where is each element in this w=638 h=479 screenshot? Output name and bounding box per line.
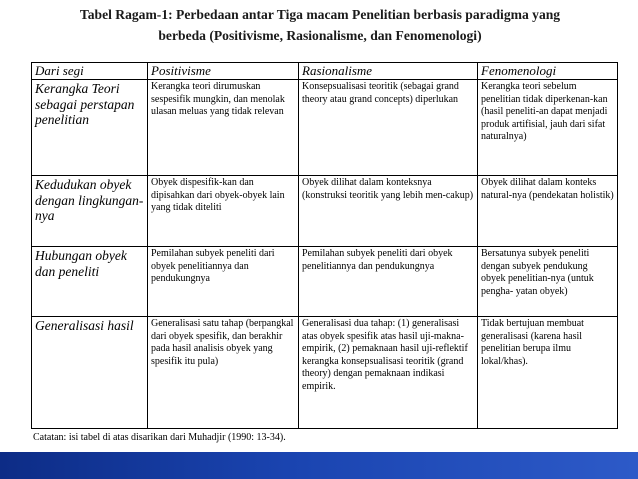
- title-line-2: berbeda (Positivisme, Rasionalisme, dan Fenomenologi): [158, 28, 482, 43]
- table-header-row: [32, 63, 618, 80]
- cell-fenomenologi: Bersatunya subyek peneliti dengan subyek pendukung obyek penelitian-nya (untuk pengha- yatan obyek): [478, 247, 618, 317]
- table-row: [32, 176, 618, 247]
- table-row: [32, 80, 618, 176]
- cell-fenomenologi: Kerangka teori sebelum penelitian tidak diperkenan-kan (hasil peneliti-an dapat menjadi produk artifisial, jauh dari sifat naturalnya): [478, 80, 618, 176]
- cell-positivisme: Kerangka teori dirumuskan sespesifik mungkin, dan menolak ulasan meluas yang tidak relevan: [148, 80, 299, 176]
- row-label: Hubungan obyek dan peneliti: [32, 247, 148, 317]
- table-note: Catatan: isi tabel di atas disarikan dari Muhadjir (1990: 13-34).: [33, 432, 286, 443]
- cell-positivisme: Pemilahan subyek peneliti dari obyek penelitiannya dan pendukungnya: [148, 247, 299, 317]
- row-label: Generalisasi hasil: [32, 317, 148, 429]
- header-dari-segi: Dari segi: [32, 63, 148, 80]
- header-fenomenologi: Fenomenologi: [478, 63, 618, 80]
- table-row: [32, 247, 618, 317]
- row-label: Kedudukan obyek dengan lingkungan-nya: [32, 176, 148, 247]
- table-row: [32, 317, 618, 429]
- cell-rasionalisme: Obyek dilihat dalam konteksnya (konstruksi teoritik yang lebih men-cakup): [299, 176, 478, 247]
- cell-positivisme: Generalisasi satu tahap (berpangkal dari obyek spesifik, dan berakhir pada hasil analisis obyek yang spesifik itu pula): [148, 317, 299, 429]
- footer-bar: [0, 452, 638, 479]
- cell-rasionalisme: Generalisasi dua tahap: (1) generalisasi atas obyek spesifik atas hasil uji-makna-empirik, (2) pemaknaan hasil uji-reflektif kerangka konsepsualisasi teoritik (grand theory) dengan pemaknaan indikasi empirik.: [299, 317, 478, 429]
- comparison-table: [31, 62, 618, 429]
- header-rasionalisme: Rasionalisme: [299, 63, 478, 80]
- row-label: Kerangka Teori sebagai perstapan penelitian: [32, 80, 148, 176]
- cell-fenomenologi: Tidak bertujuan membuat generalisasi (karena hasil penelitian berupa ilmu lokal/khas).: [478, 317, 618, 429]
- cell-fenomenologi: Obyek dilihat dalam konteks natural-nya (pendekatan holistik): [478, 176, 618, 247]
- title-line-1: Tabel Ragam-1: Perbedaan antar Tiga macam Penelitian berbasis paradigma yang: [79, 7, 561, 22]
- cell-rasionalisme: Konsepsualisasi teoritik (sebagai grand theory atau grand concepts) diperlukan: [299, 80, 478, 176]
- header-positivisme: Positivisme: [148, 63, 299, 80]
- cell-positivisme: Obyek dispesifik-kan dan dipisahkan dari obyek-obyek lain yang tidak diteliti: [148, 176, 299, 247]
- document-title: [20, 4, 620, 46]
- cell-rasionalisme: Pemilahan subyek peneliti dari obyek penelitiannya dan pendukungnya: [299, 247, 478, 317]
